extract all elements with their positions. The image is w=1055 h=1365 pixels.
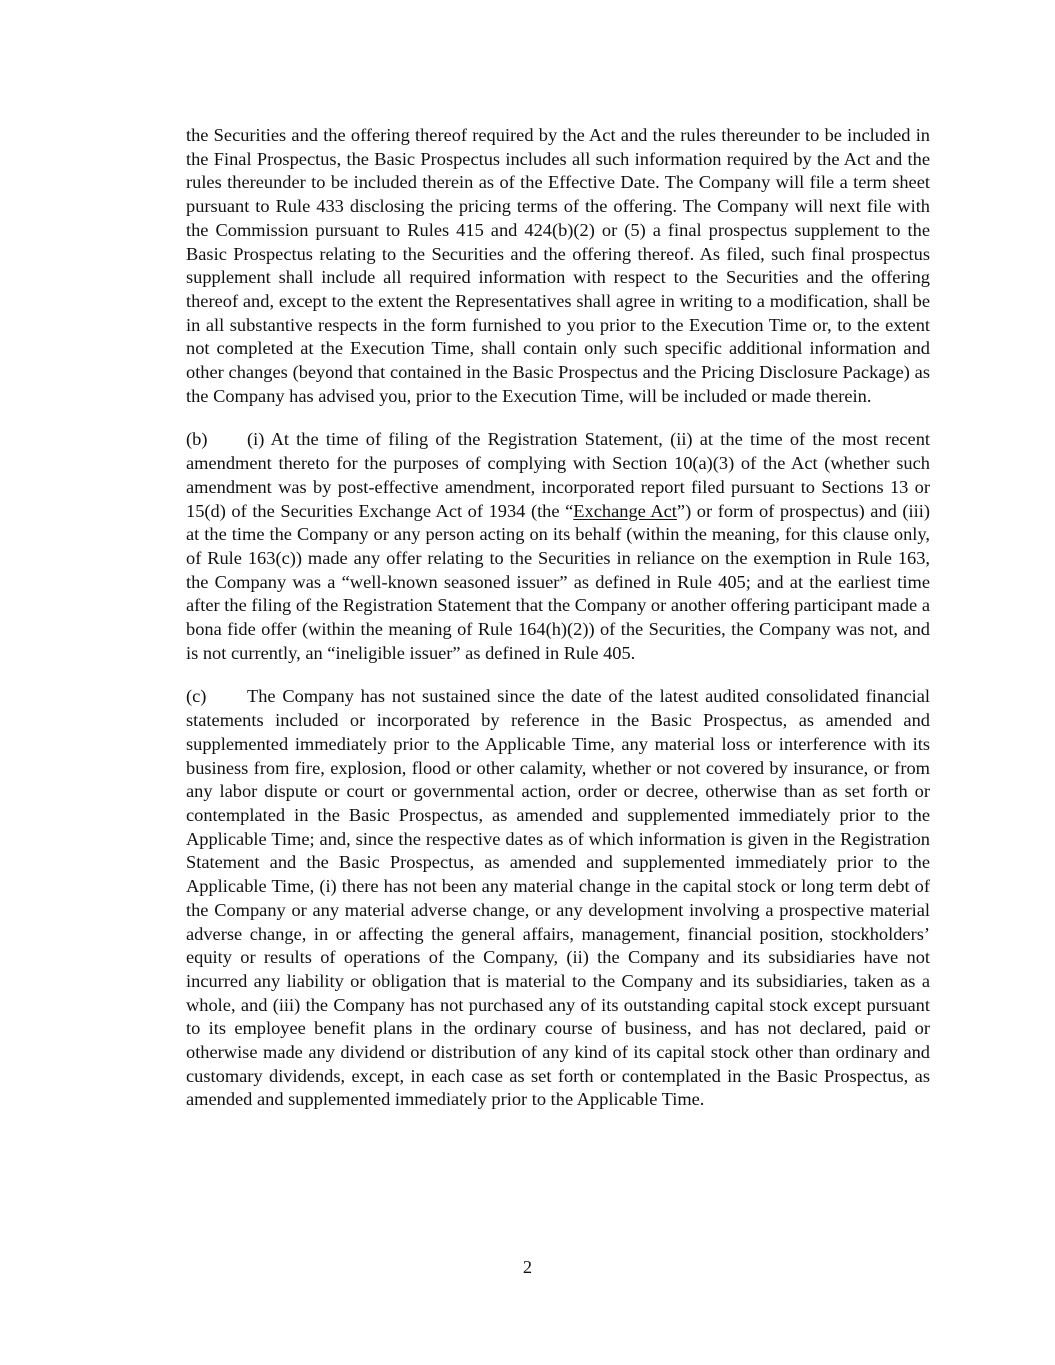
paragraph-b: [186, 428, 930, 665]
paragraph-c-text: The Company has not sustained since the date of the latest audited consolidated financial statements included or incorporated by reference in the Basic Prospectus, as amended and supplemented immediately prior to the Applicable Time, any material loss or interference with its business from fire, explosion, flood or other calamity, whether or not covered by insurance, or from any labor dispute or court or governmental action, order or decree, otherwise than as set forth or contemplated in the Basic Prospectus, as amended and supplemented immediately prior to the Applicable Time; and, since the respective dates as of which information is given in the Registration Statement and the Basic Prospectus, as amended and supplemented immediately prior to the Applicable Time, (i) there has not been any material change in the capital stock or long term debt of the Company or any material adverse change, or any development involving a prospective material adverse change, in or affecting the general affairs, management, financial position, stockholders’ equity or results of operations of the Company, (ii) the Company and its subsidiaries have not incurred any liability or obligation that is material to the Company and its subsidiaries, taken as a whole, and (iii) the Company has not purchased any of its outstanding capital stock except pursuant to its employee benefit plans in the ordinary course of business, and has not declared, paid or otherwise made any dividend or distribution of any kind of its capital stock other than ordinary and customary dividends, except, in each case as set forth or contemplated in the Basic Prospectus, as amended and supplemented immediately prior to the Applicable Time.: [186, 686, 930, 1110]
paragraph-continuation: the Securities and the offering thereof required by the Act and the rules thereunder to be included in the Final Prospectus, the Basic Prospectus includes all such information required by the Act and the rules thereunder to be included therein as of the Effective Date. The Company will file a term sheet pursuant to Rule 433 disclosing the pricing terms of the offering. The Company will next file with the Commission pursuant to Rules 415 and 424(b)(2) or (5) a final prospectus supplement to the Basic Prospectus relating to the Securities and the offering thereof. As filed, such final prospectus supplement shall include all required information with respect to the Securities and the offering thereof and, except to the extent the Representatives shall agree in writing to a modification, shall be in all substantive respects in the form furnished to you prior to the Execution Time or, to the extent not completed at the Execution Time, shall contain only such specific additional information and other changes (beyond that contained in the Basic Prospectus and the Pricing Disclosure Package) as the Company has advised you, prior to the Execution Time, will be included or made therein.: [186, 125, 930, 406]
paragraph-b-text-after: ”) or form of prospectus) and (iii) at the time the Company or any person acting on its behalf (within the meaning, for this clause only, of Rule 163(c)) made any offer relating to the Securities in reliance on the exemption in Rule 163, the Company was a “well-known seasoned issuer” as defined in Rule 405; and at the earliest time after the filing of the Registration Statement that the Company or another offering participant made a bona fide offer (within the meaning of Rule 164(h)(2)) of the Securities, the Company was not, and is not currently, an “ineligible issuer” as defined in Rule 405.: [186, 500, 931, 663]
document-body: [186, 124, 930, 1132]
defined-term-exchange-act: Exchange Act: [573, 500, 677, 521]
paragraph-c-label: (c): [186, 686, 207, 707]
paragraph-b-label: (b): [186, 429, 208, 450]
paragraph-c: [186, 685, 930, 1112]
page-number: 2: [522, 1257, 533, 1277]
paragraph-b-text-before: (i) At the time of filing of the Registration Statement, (ii) at the time of the most recent amendment thereto for the purposes of complying with Section 10(a)(3) of the Act (whether such amendment was by post-effective amendment, incorporated report filed pursuant to Sections 13 or 15(d) of the Securities Exchange Act of 1934 (the “: [186, 429, 930, 521]
